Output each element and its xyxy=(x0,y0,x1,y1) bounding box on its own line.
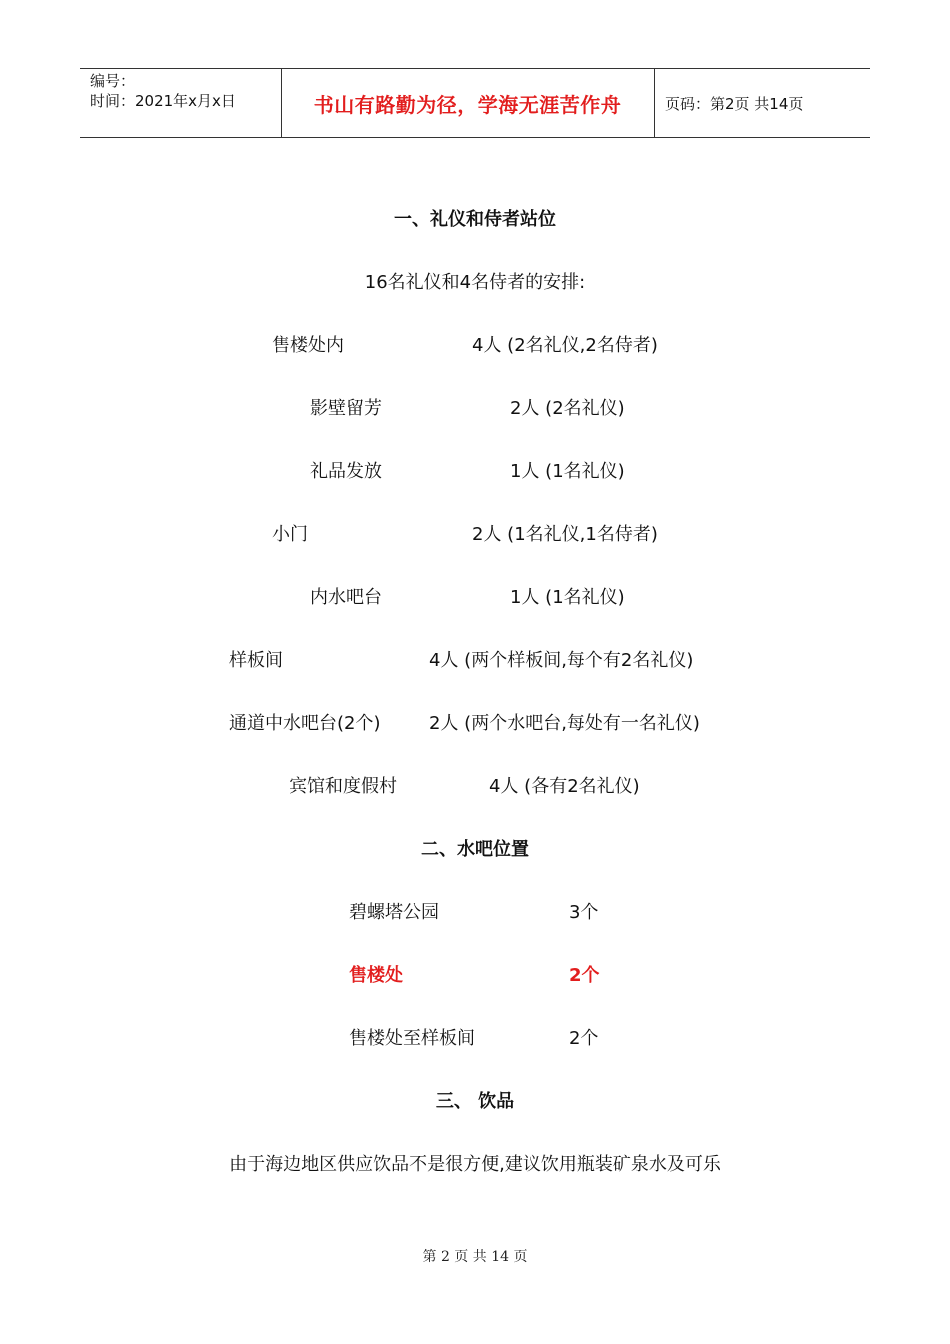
row-place: 样板间 xyxy=(229,650,283,671)
bar-count: 2个 xyxy=(569,1028,599,1049)
section-title: 一、礼仪和侍者站位 xyxy=(394,209,556,230)
row-place: 内水吧台 xyxy=(310,587,382,608)
header-divider xyxy=(654,69,655,137)
row-place: 售楼处内 xyxy=(272,335,344,356)
section-title: 二、水吧位置 xyxy=(421,839,529,860)
row-place: 礼品发放 xyxy=(310,461,382,482)
page-footer: 第 2 页 共 14 页 xyxy=(422,1249,528,1265)
section-title: 三、 饮品 xyxy=(435,1091,515,1112)
header-motto: 书山有路勤为径，学海无涯苦作舟 xyxy=(313,92,622,117)
page-header xyxy=(80,68,870,138)
row-place: 影壁留芳 xyxy=(310,398,382,419)
bar-place: 售楼处至样板间 xyxy=(349,1028,475,1049)
section-intro: 16名礼仪和4名侍者的安排: xyxy=(364,272,586,293)
section-text: 由于海边地区供应饮品不是很方便,建议饮用瓶装矿泉水及可乐 xyxy=(229,1154,721,1175)
row-detail: 2人 (1名礼仪,1名侍者) xyxy=(472,524,658,545)
bar-count: 3个 xyxy=(569,902,599,923)
header-page-label: 页码：第2页 共14页 xyxy=(665,95,804,113)
time-label: 时间：2021年x月x日 xyxy=(90,92,236,110)
row-detail: 4人 (2名礼仪,2名侍者) xyxy=(472,335,658,356)
row-detail: 2人 (两个水吧台,每处有一名礼仪) xyxy=(429,713,700,734)
bar-count: 2个 xyxy=(569,965,600,986)
number-label: 编号： xyxy=(90,72,136,90)
row-detail: 1人 (1名礼仪) xyxy=(510,587,625,608)
row-detail: 2人 (2名礼仪) xyxy=(510,398,625,419)
row-detail: 1人 (1名礼仪) xyxy=(510,461,625,482)
row-detail: 4人 (两个样板间,每个有2名礼仪) xyxy=(429,650,694,671)
bar-place: 售楼处 xyxy=(349,965,403,986)
bar-place: 碧螺塔公园 xyxy=(349,902,439,923)
header-meta xyxy=(90,71,236,111)
row-place: 小门 xyxy=(272,524,308,545)
row-place: 通道中水吧台(2个) xyxy=(229,713,381,734)
row-place: 宾馆和度假村 xyxy=(289,776,397,797)
row-detail: 4人 (各有2名礼仪) xyxy=(489,776,640,797)
